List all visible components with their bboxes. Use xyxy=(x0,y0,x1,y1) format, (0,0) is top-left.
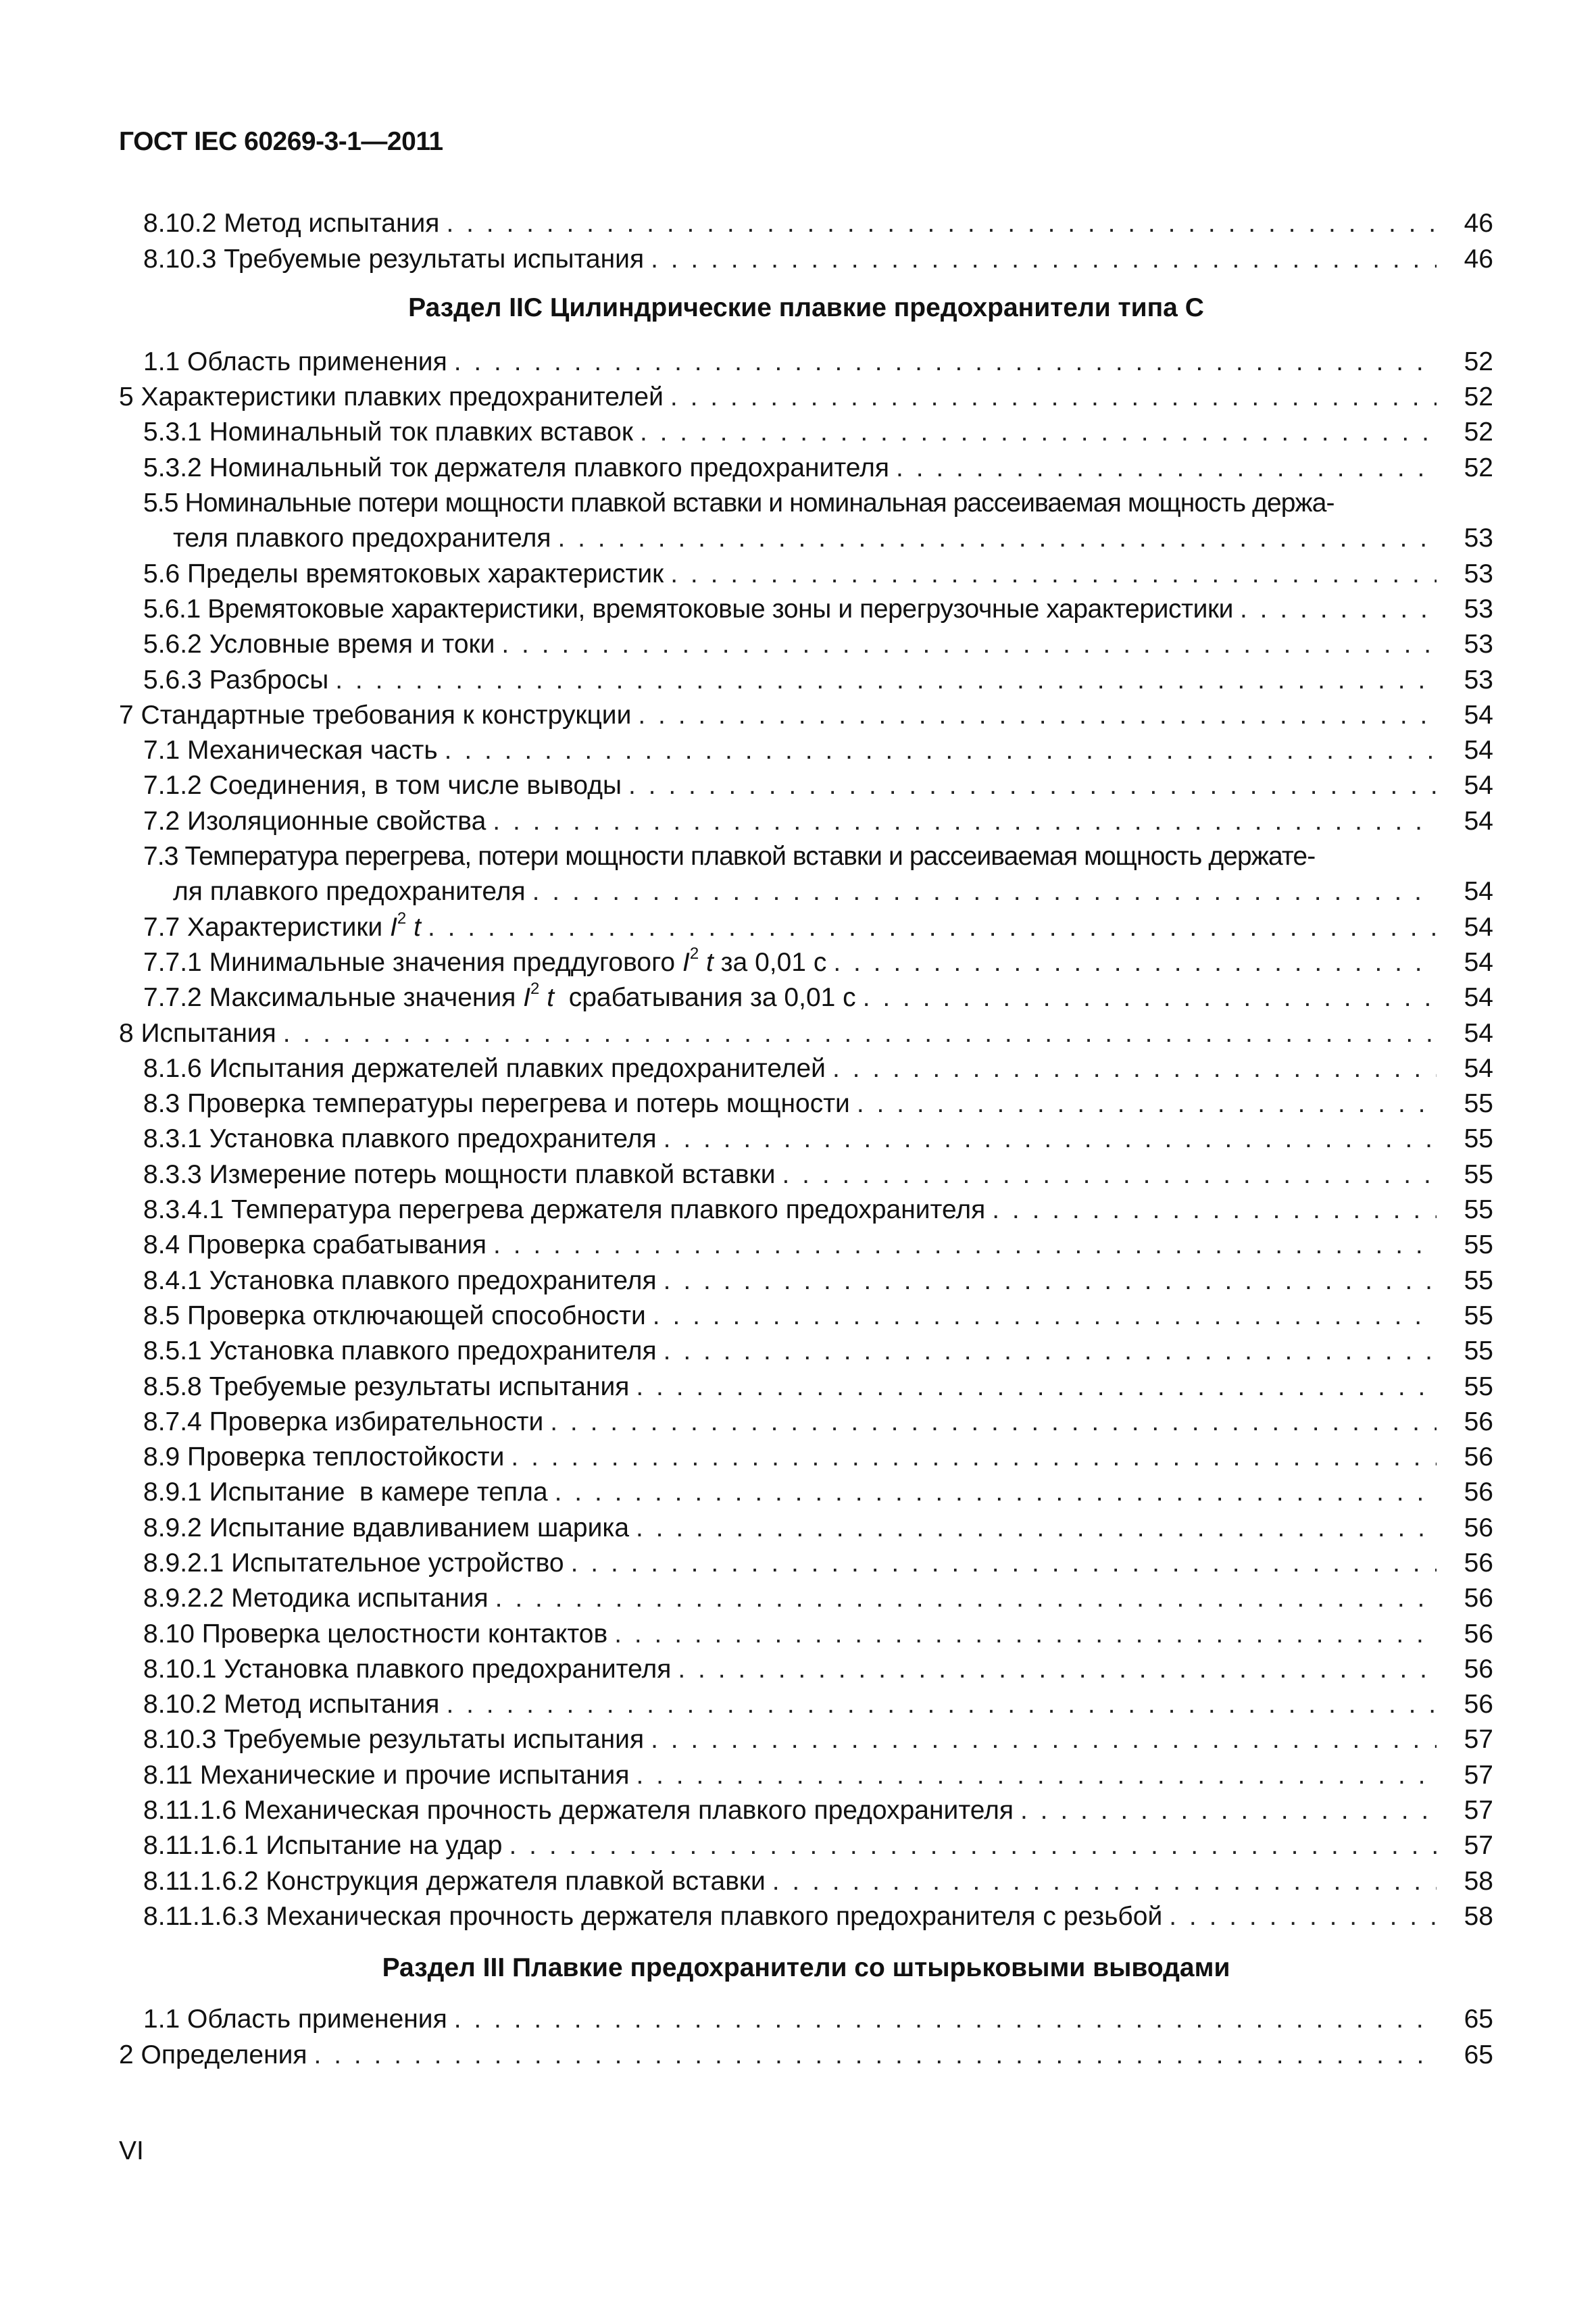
toc-entry-title-suffix: срабатывания за 0,01 с xyxy=(554,983,856,1013)
toc-entry-page: 56 xyxy=(1464,1548,1493,1578)
toc-entry-title: 5 Характеристики плавких предохранителей xyxy=(119,382,664,412)
toc-entry-title: 8.9 Проверка теплостойкости xyxy=(143,1442,505,1472)
toc-entry[interactable] xyxy=(119,1828,1493,1863)
toc-entry[interactable] xyxy=(119,733,1493,768)
toc-entry[interactable] xyxy=(119,2002,1493,2037)
toc-entry[interactable] xyxy=(119,206,1493,241)
toc-entry[interactable] xyxy=(119,803,1493,838)
i-symbol: I xyxy=(523,983,531,1013)
dot-leader xyxy=(992,1192,1437,1228)
toc-entry[interactable] xyxy=(119,345,1493,380)
toc-entry[interactable] xyxy=(119,1263,1493,1298)
toc-entry-title: 8.3 Проверка температуры перегрева и потерь мощности xyxy=(143,1089,850,1119)
toc-entry[interactable] xyxy=(119,1192,1493,1228)
dot-leader xyxy=(428,910,1437,945)
toc-entry-title: 8.1.6 Испытания держателей плавких предохранителей xyxy=(143,1053,826,1083)
toc-entry-title: 8.10.3 Требуемые результаты испытания xyxy=(143,244,645,274)
toc-entry-page: 52 xyxy=(1464,347,1493,376)
dot-leader xyxy=(571,1546,1437,1581)
toc-entry[interactable] xyxy=(119,1510,1493,1545)
i-symbol: I xyxy=(682,947,690,977)
toc-entry-title xyxy=(143,980,856,1015)
toc-entry-page: 53 xyxy=(1464,524,1493,553)
toc-entry[interactable] xyxy=(119,768,1493,803)
dot-leader xyxy=(495,1581,1437,1616)
toc-entry[interactable] xyxy=(119,1652,1493,1687)
toc-entry-page: 58 xyxy=(1464,1901,1493,1931)
toc-entry-page: 54 xyxy=(1464,736,1493,765)
toc-entry-page: 55 xyxy=(1464,1124,1493,1154)
toc-entry-page: 57 xyxy=(1464,1725,1493,1755)
toc-entry-title: 8.9.1 Испытание в камере тепла xyxy=(143,1478,548,1507)
toc-entry-title xyxy=(143,945,826,980)
toc-entry-page: 54 xyxy=(1464,700,1493,730)
toc-entry[interactable] xyxy=(119,1369,1493,1404)
dot-leader xyxy=(557,521,1437,556)
dot-leader xyxy=(532,874,1437,909)
page-number-footer: VI xyxy=(119,2136,144,2165)
dot-leader xyxy=(445,733,1437,768)
toc-entry[interactable] xyxy=(119,909,1493,945)
dot-leader xyxy=(638,698,1437,733)
superscript: 2 xyxy=(530,980,540,999)
toc-entry-page: 55 xyxy=(1464,1230,1493,1260)
dot-leader xyxy=(509,1828,1437,1863)
toc-entry-title-suffix: за 0,01 с xyxy=(713,947,827,977)
toc-entry-title: 5.3.1 Номинальный ток плавких вставок xyxy=(143,418,633,447)
toc-entry-title-line1: 7.3 Температура перегрева, потери мощности плавкой вставки и рассеиваемая мощность держате- xyxy=(143,841,1316,871)
dot-leader xyxy=(896,451,1437,486)
dot-leader xyxy=(670,557,1437,592)
toc-entry[interactable] xyxy=(119,1475,1493,1510)
toc-entry-page: 55 xyxy=(1464,1159,1493,1189)
toc-entry-title: 8.7.4 Проверка избирательности xyxy=(143,1407,544,1436)
dot-leader xyxy=(636,1511,1437,1546)
toc-entry-page: 54 xyxy=(1464,947,1493,977)
dot-leader xyxy=(511,1440,1437,1475)
t-symbol: t xyxy=(539,983,555,1013)
toc-entry-page: 55 xyxy=(1464,1265,1493,1295)
toc-entry-title: 8.9.2 Испытание вдавливанием шарика xyxy=(143,1513,630,1542)
toc-entry-page: 56 xyxy=(1464,1619,1493,1649)
toc-entry-title: 8.3.1 Установка плавкого предохранителя xyxy=(143,1124,657,1154)
dot-leader xyxy=(670,380,1437,415)
toc-entry-title: 8.10.1 Установка плавкого предохранителя xyxy=(143,1654,672,1684)
toc-entry-title: 1.1 Область применения xyxy=(143,2005,447,2034)
toc-entry-title: 8.11.1.6.2 Конструкция держателя плавкой вставки xyxy=(143,1866,766,1896)
dot-leader xyxy=(555,1475,1437,1510)
dot-leader xyxy=(1240,592,1437,627)
dot-leader xyxy=(832,1051,1437,1086)
toc-entry[interactable] xyxy=(119,945,1493,980)
table-of-contents xyxy=(119,206,1493,2073)
toc-entry-title-line2: ля плавкого предохранителя xyxy=(173,877,526,907)
toc-entry[interactable] xyxy=(119,1546,1493,1581)
toc-entry-title: 8.9.2.1 Испытательное устройство xyxy=(143,1548,564,1578)
dot-leader xyxy=(857,1086,1437,1122)
toc-entry-title: 7.1 Механическая часть xyxy=(143,736,438,765)
dot-leader xyxy=(501,627,1437,662)
dot-leader xyxy=(550,1405,1437,1440)
toc-entry[interactable] xyxy=(119,1793,1493,1828)
toc-entry[interactable] xyxy=(119,627,1493,662)
toc-entry-page: 56 xyxy=(1464,1407,1493,1436)
toc-entry-page: 55 xyxy=(1464,1195,1493,1225)
toc-entry-page: 55 xyxy=(1464,1301,1493,1330)
toc-entry-title: 2 Определения xyxy=(119,2040,307,2069)
document-header: ГОСТ IEC 60269-3-1—2011 xyxy=(119,127,443,156)
toc-entry[interactable] xyxy=(119,1687,1493,1722)
toc-entry-page: 54 xyxy=(1464,1018,1493,1048)
toc-entry-title: 8.5 Проверка отключающей способности xyxy=(143,1301,646,1330)
toc-entry-page: 54 xyxy=(1464,912,1493,942)
dot-leader xyxy=(493,1228,1437,1263)
toc-entry-page: 54 xyxy=(1464,877,1493,907)
dot-leader xyxy=(335,663,1437,698)
toc-entry-title: 8.5.1 Установка плавкого предохранителя xyxy=(143,1336,657,1366)
toc-entry-page: 57 xyxy=(1464,1796,1493,1826)
toc-entry[interactable] xyxy=(119,592,1493,627)
toc-entry-page: 58 xyxy=(1464,1866,1493,1896)
toc-entry-page: 54 xyxy=(1464,1053,1493,1083)
toc-entry[interactable] xyxy=(119,1581,1493,1616)
toc-entry-title: 1.1 Область применения xyxy=(143,347,447,376)
toc-entry-title: 8.5.8 Требуемые результаты испытания xyxy=(143,1372,630,1401)
toc-entry[interactable] xyxy=(119,241,1493,276)
toc-entry-page: 54 xyxy=(1464,806,1493,836)
toc-entry[interactable] xyxy=(119,1722,1493,1757)
toc-entry-page: 56 xyxy=(1464,1442,1493,1472)
dot-leader xyxy=(653,1299,1437,1334)
toc-entry-title: 5.6.2 Условные время и токи xyxy=(143,630,495,659)
toc-entry-title: 7.1.2 Соединения, в том числе выводы xyxy=(143,771,622,801)
toc-entry-multiline-second[interactable] xyxy=(119,874,1493,909)
superscript: 2 xyxy=(397,909,407,928)
toc-entry[interactable] xyxy=(119,980,1493,1015)
toc-entry-title: 5.6.3 Разбросы xyxy=(143,665,329,695)
toc-entry-title: 8.11.1.6 Механическая прочность держателя плавкого предохранителя xyxy=(143,1796,1014,1826)
toc-entry[interactable] xyxy=(119,1086,1493,1122)
dot-leader xyxy=(628,768,1437,803)
toc-entry-page: 52 xyxy=(1464,453,1493,482)
toc-entry-title-line2: теля плавкого предохранителя xyxy=(173,524,551,553)
toc-entry[interactable] xyxy=(119,662,1493,697)
dot-leader xyxy=(772,1864,1437,1899)
toc-entry-page: 52 xyxy=(1464,382,1493,412)
toc-entry-title: 8.4.1 Установка плавкого предохранителя xyxy=(143,1265,657,1295)
toc-entry-title: 7 Стандартные требования к конструкции xyxy=(119,700,632,730)
toc-entry-title: 8.3.3 Измерение потерь мощности плавкой вставки xyxy=(143,1159,776,1189)
toc-entry-page: 53 xyxy=(1464,630,1493,659)
dot-leader xyxy=(651,1722,1437,1757)
toc-entry[interactable] xyxy=(119,556,1493,591)
i-symbol: I xyxy=(390,912,397,942)
toc-entry-multiline-first[interactable] xyxy=(119,486,1493,521)
toc-entry-multiline-first[interactable] xyxy=(119,839,1493,874)
toc-entry[interactable] xyxy=(119,1334,1493,1369)
dot-leader xyxy=(678,1652,1437,1687)
dot-leader xyxy=(636,1369,1437,1405)
toc-entry[interactable] xyxy=(119,1228,1493,1263)
toc-entry-title: 8 Испытания xyxy=(119,1018,276,1048)
dot-leader xyxy=(614,1617,1437,1652)
toc-entry-page: 55 xyxy=(1464,1089,1493,1119)
dot-leader xyxy=(636,1758,1437,1793)
toc-entry-page: 53 xyxy=(1464,594,1493,624)
toc-entry[interactable] xyxy=(119,380,1493,415)
dot-leader xyxy=(664,1122,1437,1157)
toc-entry[interactable] xyxy=(119,1899,1493,1934)
toc-entry-title: 8.3.4.1 Температура перегрева держателя плавкого предохранителя xyxy=(143,1195,986,1225)
toc-entry[interactable] xyxy=(119,2037,1493,2072)
dot-leader xyxy=(640,415,1437,450)
dot-leader xyxy=(833,945,1437,980)
toc-entry-page: 56 xyxy=(1464,1478,1493,1507)
toc-entry[interactable] xyxy=(119,1863,1493,1898)
toc-entry-page: 56 xyxy=(1464,1654,1493,1684)
toc-entry[interactable] xyxy=(119,1051,1493,1086)
toc-entry-title-line1: 5.5 Номинальные потери мощности плавкой вставки и номинальная рассеиваемая мощность держа- xyxy=(143,488,1335,518)
toc-entry-title-prefix: 7.7.2 Максимальные значения xyxy=(143,983,524,1013)
toc-entry-page: 53 xyxy=(1464,559,1493,588)
toc-entry[interactable] xyxy=(119,1122,1493,1157)
toc-entry-page: 56 xyxy=(1464,1584,1493,1613)
toc-entry-title: 5.6.1 Времятоковые характеристики, времятоковые зоны и перегрузочные характеристики xyxy=(143,594,1234,624)
t-symbol: t xyxy=(699,947,714,977)
toc-entry-title: 5.6 Пределы времятоковых характеристик xyxy=(143,559,664,588)
toc-entry[interactable] xyxy=(119,1015,1493,1051)
toc-entry-title: 8.11.1.6.3 Механическая прочность держателя плавкого предохранителя с резьбой xyxy=(143,1901,1163,1931)
toc-entry-page: 56 xyxy=(1464,1513,1493,1542)
toc-entry[interactable] xyxy=(119,1299,1493,1334)
toc-entry-title: 8.11.1.6.1 Испытание на удар xyxy=(143,1831,503,1861)
dot-leader xyxy=(493,804,1437,839)
toc-entry[interactable] xyxy=(119,1757,1493,1792)
toc-entry-title: 5.3.2 Номинальный ток держателя плавкого предохранителя xyxy=(143,453,890,482)
toc-entry-page: 54 xyxy=(1464,771,1493,801)
toc-entry-title: 8.10 Проверка целостности контактов xyxy=(143,1619,608,1649)
toc-entry[interactable] xyxy=(119,415,1493,450)
toc-entry-title: 7.2 Изоляционные свойства xyxy=(143,806,487,836)
t-symbol: t xyxy=(406,912,421,942)
dot-leader xyxy=(314,2038,1437,2073)
dot-leader xyxy=(782,1157,1437,1192)
toc-entry[interactable] xyxy=(119,1616,1493,1651)
toc-entry-title: 8.10.2 Метод испытания xyxy=(143,1690,440,1719)
toc-entry[interactable] xyxy=(119,1405,1493,1440)
toc-entry-page: 57 xyxy=(1464,1831,1493,1861)
toc-entry-page: 54 xyxy=(1464,983,1493,1013)
toc-entry-page: 56 xyxy=(1464,1690,1493,1719)
toc-entry-title: 8.10.3 Требуемые результаты испытания xyxy=(143,1725,645,1755)
superscript: 2 xyxy=(689,944,699,963)
toc-entry-page: 57 xyxy=(1464,1760,1493,1790)
toc-entry-page: 46 xyxy=(1464,244,1493,274)
dot-leader xyxy=(651,242,1437,277)
toc-entry-title-prefix: 7.7.1 Минимальные значения преддугового xyxy=(143,947,682,977)
toc-entry[interactable] xyxy=(119,1157,1493,1192)
toc-entry[interactable] xyxy=(119,698,1493,733)
dot-leader xyxy=(454,345,1437,380)
dot-leader xyxy=(446,1687,1437,1722)
dot-leader xyxy=(664,1263,1437,1299)
toc-entry-title: 8.11 Механические и прочие испытания xyxy=(143,1760,630,1790)
toc-entry-title: 8.4 Проверка срабатывания xyxy=(143,1230,487,1260)
dot-leader xyxy=(1169,1899,1437,1934)
toc-entry-page: 65 xyxy=(1464,2005,1493,2034)
toc-entry-page: 65 xyxy=(1464,2040,1493,2069)
toc-entry-page: 55 xyxy=(1464,1372,1493,1401)
toc-entry-page: 55 xyxy=(1464,1336,1493,1366)
toc-entry-title xyxy=(143,910,421,945)
dot-leader xyxy=(446,206,1437,241)
toc-entry-page: 46 xyxy=(1464,209,1493,238)
dot-leader xyxy=(1020,1793,1437,1828)
dot-leader xyxy=(664,1334,1437,1369)
dot-leader xyxy=(863,980,1437,1015)
toc-entry-page: 53 xyxy=(1464,665,1493,695)
section-heading: Раздел III Плавкие предохранители со штырьковыми выводами xyxy=(382,1953,1230,1982)
toc-entry-page: 52 xyxy=(1464,418,1493,447)
toc-entry[interactable] xyxy=(119,450,1493,485)
toc-entry[interactable] xyxy=(119,1440,1493,1475)
toc-entry-title: 8.9.2.2 Методика испытания xyxy=(143,1584,489,1613)
section-heading: Раздел IIС Цилиндрические плавкие предохранители типа С xyxy=(408,293,1204,322)
toc-entry-title-prefix: 7.7 Характеристики xyxy=(143,912,391,942)
dot-leader xyxy=(283,1016,1437,1051)
toc-entry-title: 8.10.2 Метод испытания xyxy=(143,209,440,238)
toc-entry-multiline-second[interactable] xyxy=(119,521,1493,556)
dot-leader xyxy=(454,2002,1437,2037)
